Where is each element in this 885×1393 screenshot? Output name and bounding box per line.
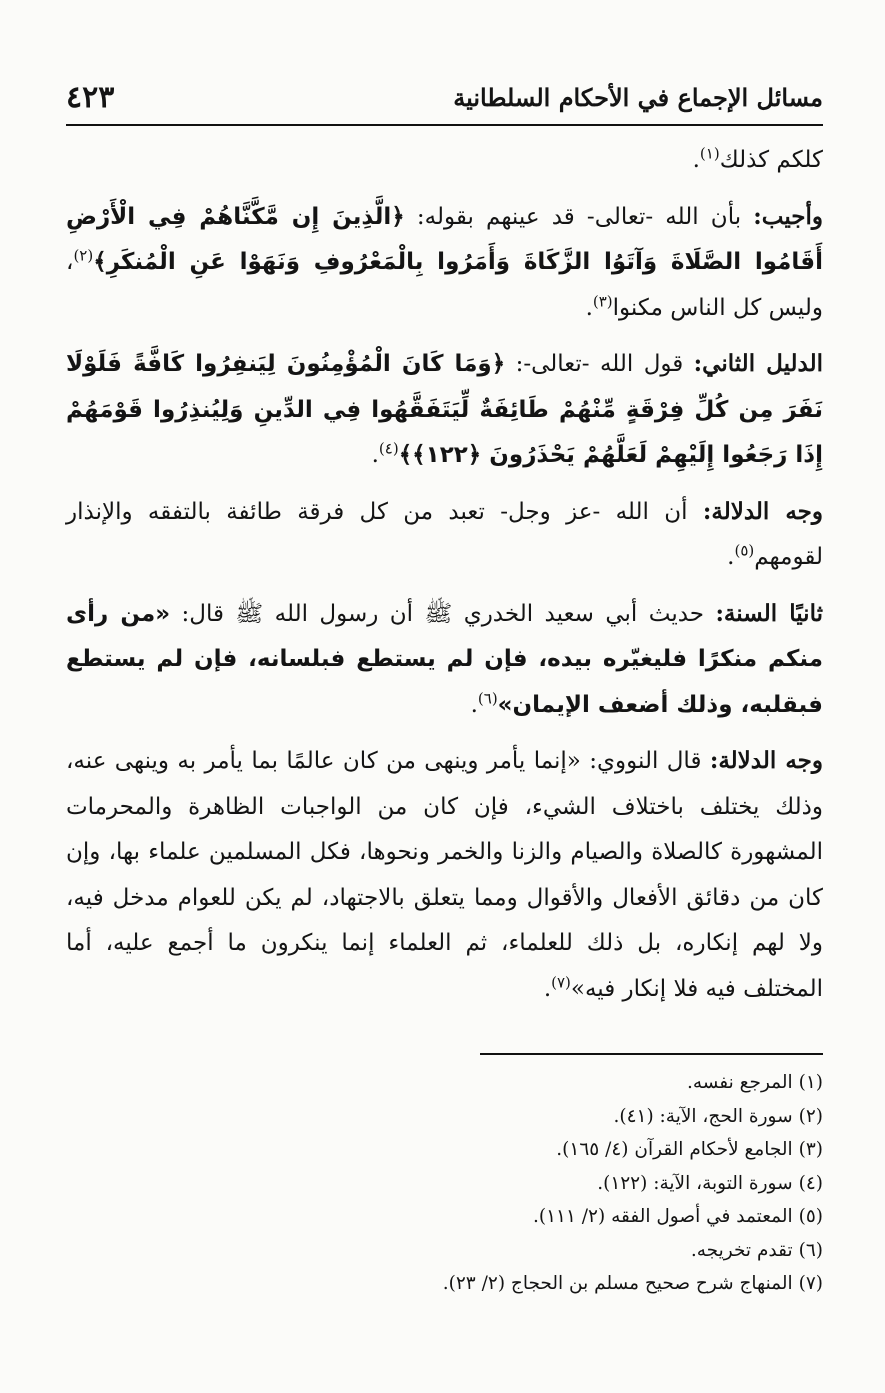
footnote-text: المنهاج شرح صحيح مسلم بن الحجاج (٢/ ٢٣). bbox=[442, 1273, 793, 1294]
footnote-number: (٤) bbox=[798, 1172, 823, 1194]
footnote-number: (٦) bbox=[798, 1239, 823, 1261]
footnote-3 bbox=[223, 1133, 823, 1167]
footnote-ref: (٦) bbox=[477, 688, 498, 707]
footnote-ref: (١) bbox=[699, 144, 720, 163]
page-header bbox=[66, 70, 823, 126]
running-title: مسائل الإجماع في الأحكام السلطانية bbox=[453, 82, 823, 112]
paragraph-tail: . bbox=[585, 294, 593, 321]
main-text bbox=[66, 138, 823, 1022]
paragraph-label: وأجيب: bbox=[753, 202, 823, 230]
paragraph-label: الدليل الثاني: bbox=[693, 350, 823, 377]
footnote-number: (٢) bbox=[798, 1105, 823, 1127]
paragraph-text: أن الله -عز وجل- تعبد من كل فرقة طائفة بالتفقه والإنذار لقومهم bbox=[66, 498, 823, 570]
footnote-6 bbox=[223, 1234, 823, 1268]
paragraph-tail: ، وليس كل الناس مكنوا bbox=[66, 249, 823, 321]
footnote-number: (١) bbox=[798, 1072, 823, 1093]
paragraph-2 bbox=[66, 194, 823, 332]
footnote-text: الجامع لأحكام القرآن (٤/ ١٦٥). bbox=[556, 1139, 793, 1160]
paragraph-label: ثانيًا السنة: bbox=[715, 599, 823, 627]
footnote-ref: (٤) bbox=[378, 439, 399, 458]
paragraph-1 bbox=[66, 138, 823, 184]
quran-quote: ﴿وَمَا كَانَ الْمُؤْمِنُونَ لِيَنفِرُوا كَافَّةً فَلَوْلَا نَفَرَ مِن كُلِّ فِرْقَةٍ مِّنْهُمْ طَائِفَةٌ لِّيَتَفَقَّهُوا فِي الدِّينِ وَلِيُنذِرُوا قَوْمَهُمْ إِذَا رَجَعُوا إِلَيْهِمْ لَعَلَّهُمْ يَحْذَرُونَ ﴿١٢٢﴾﴾ bbox=[66, 351, 823, 468]
footnote-ref: (٣) bbox=[592, 291, 613, 310]
paragraph-text: قال النووي: «إنما يأمر وينهى من كان عالمًا بما يأمر به وينهى عنه، وذلك يختلف باختلاف الشيء، فإن كان من الواجبات الظاهرة والمحرمات المشهورة كالصلاة والصيام والزنا والخمر ونحوها، فكل المسلمين علماء بها، وإن كان من دقائق الأفعال والأقوال ومما يتعلق بالاجتهاد، لم يكن للعوام مدخل فيه، ولا لهم إنكاره، بل ذلك للعلماء، ثم العلماء إنما ينكرون ما أجمع عليه، أما المختلف فيه فلا إنكار فيه» bbox=[66, 748, 823, 1002]
footnote-4 bbox=[223, 1167, 823, 1201]
footnote-number: (٣) bbox=[798, 1139, 823, 1160]
footnote-text: المرجع نفسه. bbox=[686, 1072, 793, 1093]
paragraph-6 bbox=[66, 738, 823, 1012]
footnote-number: (٥) bbox=[798, 1206, 823, 1227]
footnote-number: (٧) bbox=[798, 1273, 823, 1294]
paragraph-5 bbox=[66, 591, 823, 729]
paragraph-tail: . bbox=[470, 691, 478, 718]
footnote-5 bbox=[223, 1200, 823, 1234]
footnotes bbox=[223, 1066, 823, 1301]
footnote-text: تقدم تخريجه. bbox=[690, 1239, 793, 1261]
paragraph-text: بأن الله -تعالى- قد عينهم بقوله: bbox=[404, 203, 754, 230]
paragraph-tail: . bbox=[727, 544, 735, 570]
paragraph-3 bbox=[66, 341, 823, 479]
footnote-text: سورة الحج، الآية: (٤١). bbox=[613, 1105, 793, 1127]
footnote-text: سورة التوبة، الآية: (١٢٢). bbox=[597, 1172, 793, 1194]
paragraph-4 bbox=[66, 489, 823, 581]
paragraph-text: قول الله -تعالى-: bbox=[505, 351, 694, 377]
page-number: ٤٢٣ bbox=[66, 79, 115, 115]
footnote-2 bbox=[223, 1100, 823, 1134]
footnote-ref: (٧) bbox=[551, 972, 571, 991]
footnote-7 bbox=[223, 1267, 823, 1301]
paragraph-label: وجه الدلالة: bbox=[702, 497, 823, 525]
footnote-text: المعتمد في أصول الفقه (٢/ ١١١). bbox=[532, 1206, 793, 1227]
paragraph-tail: . bbox=[371, 442, 379, 468]
footnote-divider bbox=[480, 1053, 823, 1055]
paragraph-tail: . bbox=[543, 975, 552, 1002]
footnote-ref: (٥) bbox=[734, 541, 755, 560]
quran-quote: ﴿الَّذِينَ إِن مَّكَّنَّاهُمْ فِي الْأَرْضِ أَقَامُوا الصَّلَاةَ وَآتَوُا الزَّكَاةَ وَأَمَرُوا بِالْمَعْرُوفِ وَنَهَوْا عَنِ الْمُنكَرِ﴾ bbox=[66, 203, 823, 275]
paragraph-text: كلكم كذلك bbox=[719, 147, 823, 173]
paragraph-text: حديث أبي سعيد الخدري ﷺ أن رسول الله ﷺ قال: bbox=[170, 600, 716, 627]
footnote-ref: (٢) bbox=[73, 246, 94, 265]
hadith-quote: «من رأى منكم منكرًا فليغيّره بيده، فإن لم يستطع فبلسانه، فإن لم يستطع فبقلبه، وذلك أضعف الإيمان» bbox=[66, 600, 823, 718]
paragraph-label: وجه الدلالة: bbox=[709, 747, 823, 774]
paragraph-tail: . bbox=[692, 147, 700, 173]
footnote-1 bbox=[223, 1066, 823, 1100]
